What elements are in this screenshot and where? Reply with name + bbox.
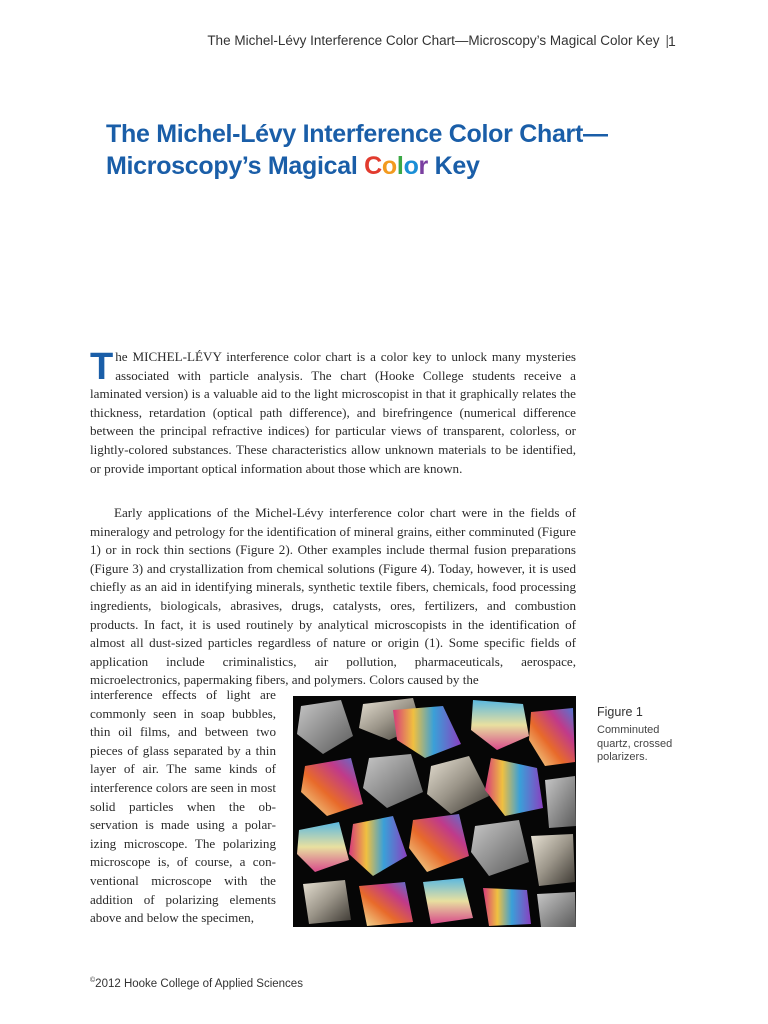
- page-number: 1: [668, 33, 676, 49]
- paragraph-1: [90, 348, 576, 478]
- running-title: The Michel-Lévy Interference Color Chart—Microscopy’s Magical Color Key: [207, 33, 660, 48]
- title-color-letter: r: [418, 152, 428, 180]
- running-header: [207, 33, 675, 48]
- quartz-micrograph: [293, 696, 576, 927]
- title-color-letter: C: [364, 152, 382, 180]
- figure-label: Figure 1: [597, 705, 643, 719]
- paragraph-1-text: he MICHEL-LÉVY interference color chart is a color key to unlock many mysteries associated with particle analysis. The chart (Hooke College students receive a laminated version) is a valuable aid to the light microscopist in that it graphically relates the thickness, retardation (optical path difference), and birefringence (numerical difference between the principal refractive indices) for particular views of transparent, colorless, or lightly-colored substances. These characteristics allow unknown materials to be identified, or provide important optical information about those which are known.: [90, 349, 576, 476]
- drop-cap: T: [90, 346, 114, 388]
- title-color-word: [364, 152, 428, 180]
- title-line-2: [106, 150, 706, 182]
- page-title: [106, 118, 706, 182]
- copyright-symbol: ©: [90, 977, 96, 984]
- title-color-letter: o: [403, 152, 419, 180]
- footer: [90, 977, 303, 990]
- paragraph-2-wrapped-text: interference effects of light are commonly seen in soap bubbles, thin oil films, and between two pieces of glass separated by a thin layer of air. The same kinds of interference colors are seen in most solid particles when the observation is made using a polarizing microscope. The polarizing microscope is, of course, a conventional microscope with the addition of polarizing elements above and below the specimen,: [90, 687, 276, 926]
- footer-text: 2012 Hooke College of Applied Sciences: [95, 977, 303, 990]
- figure-1-image: [293, 696, 576, 927]
- title-line-1: The Michel-Lévy Interference Color Chart—: [106, 120, 608, 148]
- title-color-letter: o: [381, 152, 397, 180]
- title-color-letter: l: [396, 152, 404, 180]
- figure-caption: Comminuted quartz, crossed polarizers.: [597, 724, 673, 763]
- paragraph-2: Early applications of the Michel-Lévy interference color chart were in the fields of mineralogy and petrology for the identification of mineral grains, either comminuted (Figure 1) or in rock thin sections (Figure 2). Other examples include thermal fusion preparations (Figure 3) and crystallization from chemical solutions (Figure 4). Today, however, it is used chiefly as an aid in identifying minerals, synthetic textile fibers, chemicals, food processing ingredients, biologicals, abrasives, drugs, catalysts, ores, fertilizers, and combustion products. In fact, it is used routinely by analytical microscopists in the identification of almost all dust-sized particles regardless of nature or origin (1). Some specific fields of application include criminalistics, air pollution, pharmaceuticals, aerospace, microelectronics, papermaking fibers, and polymers. Colors caused by the: [90, 505, 576, 688]
- title-line-2-suffix: Key: [427, 152, 480, 180]
- header-separator: |: [665, 33, 669, 48]
- title-line-2-prefix: Microscopy’s Magical: [106, 152, 365, 180]
